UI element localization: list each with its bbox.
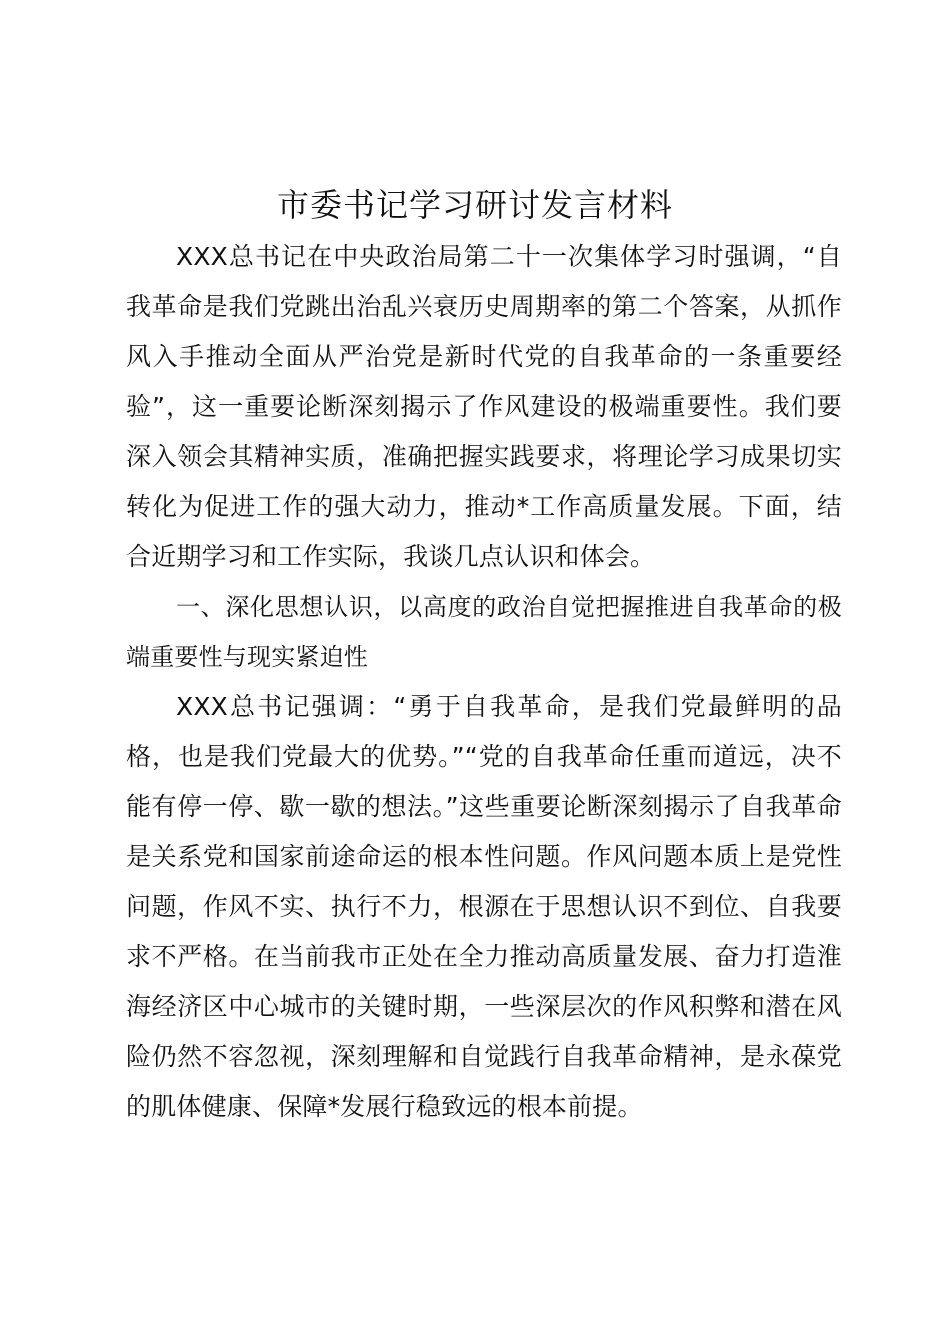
section-heading: 一、深化思想认识，以高度的政治自觉把握推进自我革命的极端重要性与现实紧迫性 <box>126 593 842 671</box>
document-body <box>126 232 842 1132</box>
body-paragraph: XXX总书记强调：“勇于自我革命，是我们党最鲜明的品格，也是我们党最大的优势。”“党的自我革命任重而道远，决不能有停一停、歇一歇的想法。”这些重要论断深刻揭示了自我革命是关系党和国家前途命运的根本性问题。作风问题本质上是党性问题，作风不实、执行不力，根源在于思想认识不到位、自我要求不严格。在当前我市正处在全力推动高质量发展、奋力打造淮海经济区中心城市的关键时期，一些深层次的作风积弊和潜在风险仍然不容忽视，深刻理解和自觉践行自我革命精神，是永葆党的肌体健康、保障*发展行稳致远的根本前提。 <box>126 692 842 1121</box>
intro-paragraph: XXX总书记在中央政治局第二十一次集体学习时强调，“自我革命是我们党跳出治乱兴衰历史周期率的第二个答案，从抓作风入手推动全面从严治党是新时代党的自我革命的一条重要经验”，这一重要论断深刻揭示了作风建设的极端重要性。我们要深入领会其精神实质，准确把握实践要求，将理论学习成果切实转化为促进工作的强大动力，推动*工作高质量发展。下面，结合近期学习和工作实际，我谈几点认识和体会。 <box>126 242 842 571</box>
document-title: 市委书记学习研讨发言材料 <box>276 186 673 224</box>
